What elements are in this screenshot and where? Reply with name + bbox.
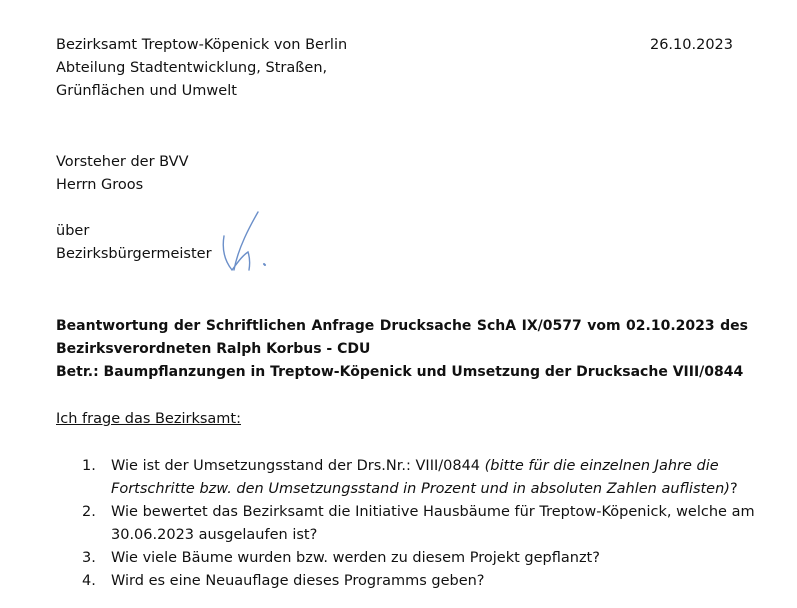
subject-line-3: Betr.: Baumpflanzungen in Treptow-Köpenick und Umsetzung der Drucksache VIII/0844 <box>56 364 744 380</box>
question-item-1 <box>56 455 748 501</box>
sender-line-1: Bezirksamt Treptow-Köpenick von Berlin <box>56 37 348 53</box>
handwritten-signature <box>212 208 274 278</box>
question-number: 4. <box>82 573 96 589</box>
question-note: Fortschritte bzw. den Umsetzungsstand in Prozent und in absoluten Zahlen auflisten) <box>111 481 730 497</box>
subject-line-2: Bezirksverordneten Ralph Korbus - CDU <box>56 341 371 357</box>
via-line-1: über <box>56 223 90 239</box>
question-heading: Ich frage das Bezirksamt: <box>56 411 241 427</box>
question-text: 30.06.2023 ausgelaufen ist? <box>111 527 318 543</box>
question-text: Wird es eine Neuauflage dieses Programms geben? <box>111 573 485 589</box>
sender-line-3: Grünflächen und Umwelt <box>56 83 237 99</box>
question-text: Wie ist der Umsetzungsstand der Drs.Nr.: VIII/0844 <box>111 458 485 474</box>
recipient-address <box>56 151 356 197</box>
question-note: (bitte für die einzelnen Jahre die <box>484 458 719 474</box>
via-block <box>56 220 356 266</box>
question-text: ? <box>729 481 738 497</box>
sender-line-2: Abteilung Stadtentwicklung, Straßen, <box>56 60 328 76</box>
question-number: 2. <box>82 504 96 520</box>
recipient-line-2: Herrn Groos <box>56 177 144 193</box>
via-line-2: Bezirksbürgermeister <box>56 246 212 262</box>
question-number: 3. <box>82 550 96 566</box>
question-text: Wie viele Bäume wurden bzw. werden zu diesem Projekt gepflanzt? <box>111 550 600 566</box>
recipient-line-1: Vorsteher der BVV <box>56 154 189 170</box>
question-text: Wie bewertet das Bezirksamt die Initiative Hausbäume für Treptow-Köpenick, welche am <box>111 504 755 520</box>
sender-address <box>56 34 476 103</box>
subject-line-1: Beantwortung der Schriftlichen Anfrage Drucksache SchA IX/0577 vom 02.10.2023 des <box>56 318 748 334</box>
question-item-3 <box>56 547 748 570</box>
subject-block <box>56 315 748 384</box>
question-list <box>56 455 755 593</box>
letter-date: 26.10.2023 <box>649 37 733 53</box>
question-item-2 <box>56 501 755 547</box>
question-number: 1. <box>82 458 96 474</box>
question-item-4 <box>56 570 748 593</box>
